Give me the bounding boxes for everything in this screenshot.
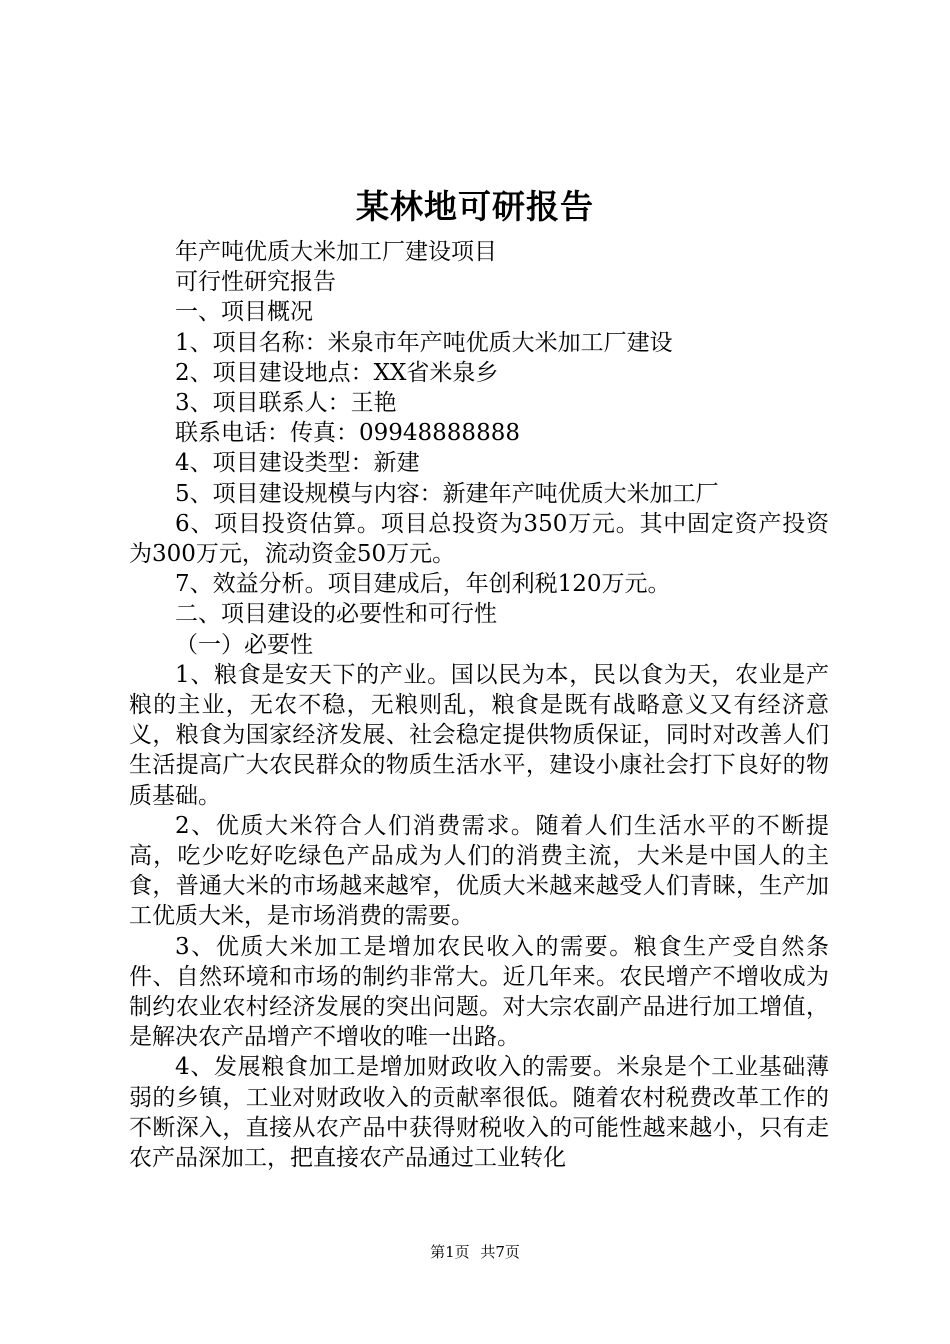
paragraph: 年产吨优质大米加工厂建设项目 xyxy=(175,239,497,265)
page-title: 某林地可研报告 xyxy=(356,187,594,226)
page-number: 第1页 xyxy=(430,1243,470,1261)
paragraph: 4、项目建设类型：新建 xyxy=(175,450,420,477)
paragraph: 3、项目联系人：王艳 xyxy=(175,390,397,417)
paragraph: 2、项目建设地点：XX省米泉乡 xyxy=(175,359,499,386)
paragraph: 二、项目建设的必要性和可行性 xyxy=(175,601,497,628)
paragraph: 5、项目建设规模与内容：新建年产吨优质大米加工厂 xyxy=(175,480,719,507)
page-footer xyxy=(0,1242,950,1262)
paragraph: （一）必要性 xyxy=(175,631,313,658)
paragraph: 一、项目概况 xyxy=(175,299,313,326)
paragraph: 联系电话：传真：09948888888 xyxy=(175,420,520,447)
paragraph: 1、粮食是安天下的产业。国以民为本，民以食为天，农业是产粮的主业，无农不稳，无粮则乱，粮食是既有战略意义又有经济意义，粮食为国家经济发展、社会稳定提供物质保证，同时对改善人们生活提高广大农民群众的物质生活水平，建设小康社会打下良好的物质基础。 xyxy=(129,661,829,809)
paragraph: 4、发展粮食加工是增加财政收入的需要。米泉是个工业基础薄弱的乡镇，工业对财政收入的贡献率很低。随着农村税费改革工作的不断深入，直接从农产品中获得财税收入的可能性越来越小，只有走农产品深加工，把直接农产品通过工业转化 xyxy=(129,1054,829,1172)
paragraph: 3、优质大米加工是增加农民收入的需要。粮食生产受自然条件、自然环境和市场的制约非常大。近几年来。农民增产不增收成为制约农业农村经济发展的突出问题。对大宗农副产品进行加工增值，是解决农产品增产不增收的唯一出路。 xyxy=(129,933,829,1051)
document-body xyxy=(129,237,829,1173)
paragraph: 2、优质大米符合人们消费需求。随着人们生活水平的不断提高，吃少吃好吃绿色产品成为人们的消费主流，大米是中国人的主食，普通大米的市场越来越窄，优质大米越来越受人们青睐，生产加工优质大米，是市场消费的需要。 xyxy=(129,812,829,930)
page-total: 共7页 xyxy=(480,1243,520,1261)
paragraph: 1、项目名称：米泉市年产吨优质大米加工厂建设 xyxy=(175,329,673,356)
paragraph: 可行性研究报告 xyxy=(175,269,336,296)
paragraph: 6、项目投资估算。项目总投资为350万元。其中固定资产投资为300万元，流动资金50万元。 xyxy=(129,510,829,568)
paragraph: 7、效益分析。项目建成后，年创利税120万元。 xyxy=(175,571,671,598)
